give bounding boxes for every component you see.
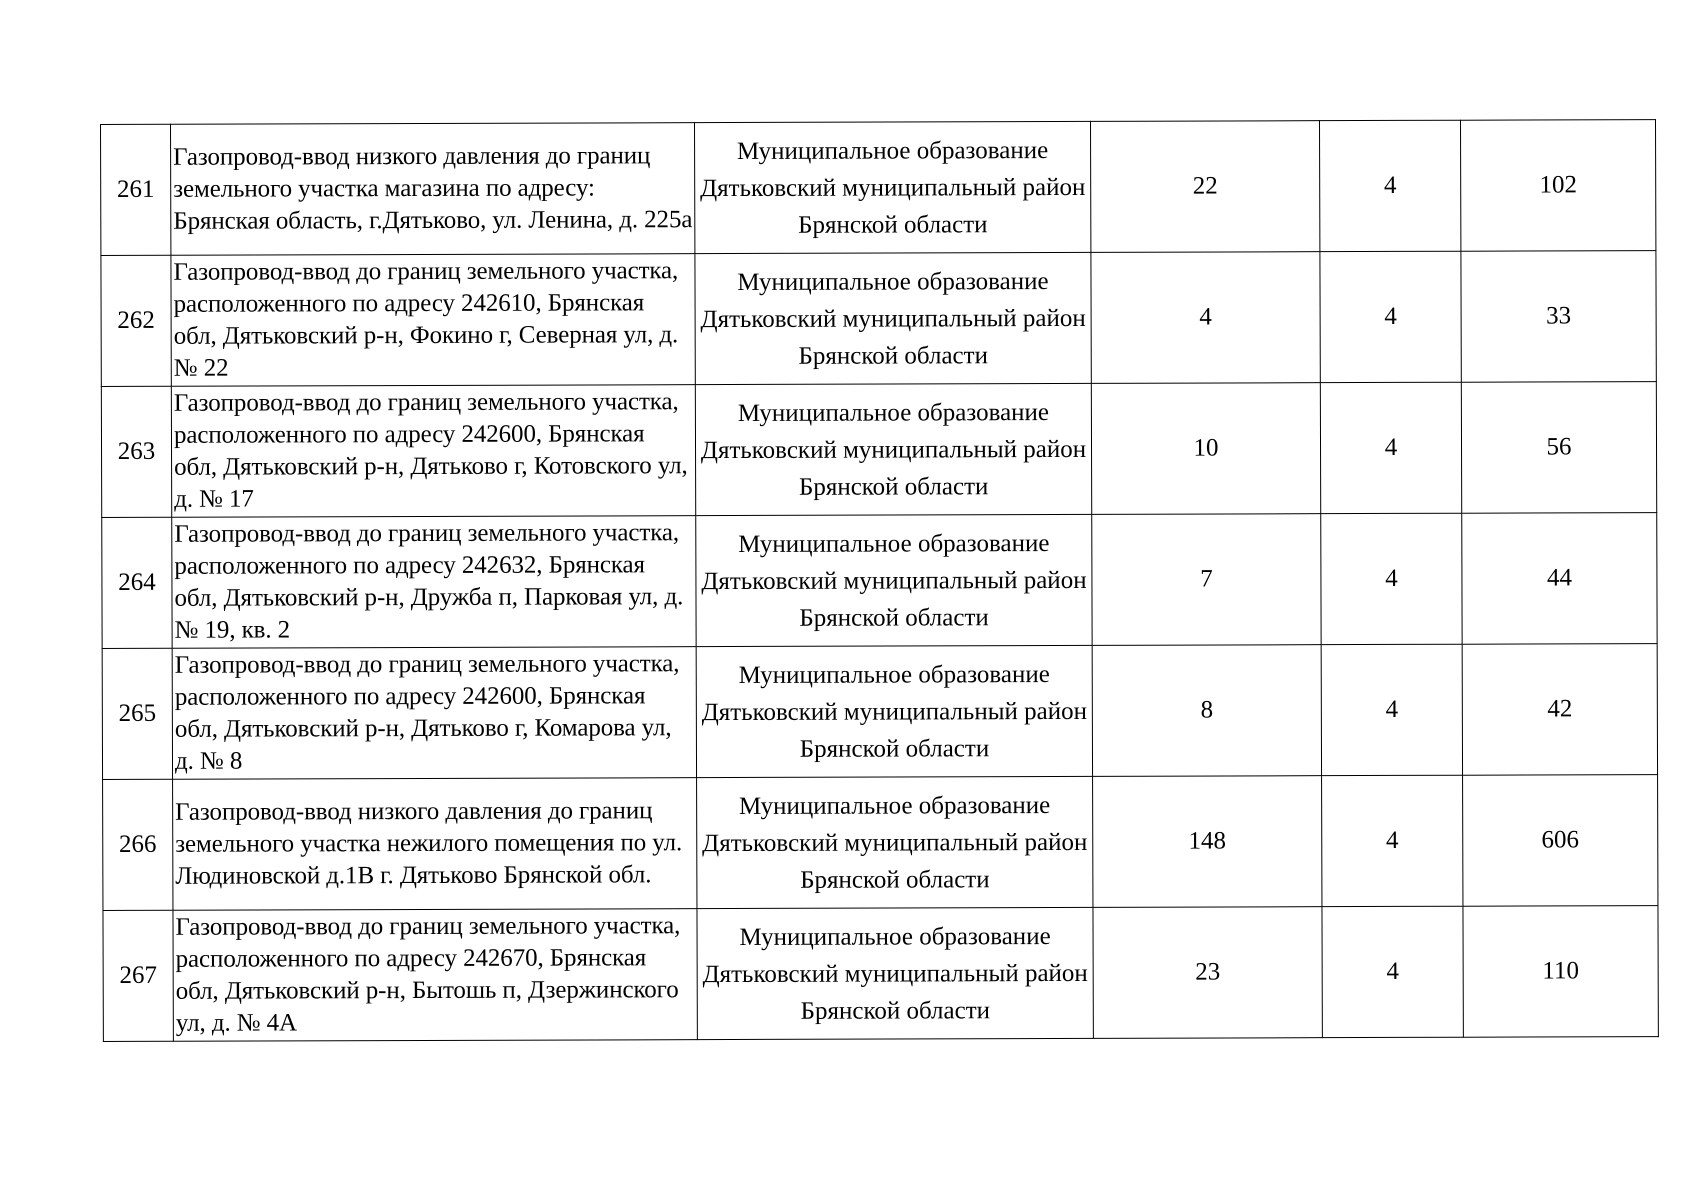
table-row [101,120,1656,256]
value-col-5: 4 [1321,644,1462,775]
row-number: 263 [101,386,171,517]
value-col-5: 4 [1322,906,1463,1037]
value-col-4: 148 [1093,776,1322,908]
row-number: 264 [102,517,172,648]
table-row [102,644,1657,780]
object-description: Газопровод-ввод низкого давления до границ земельного участка магазина по адресу: Брянская область, г.Дятьково, ул. Ленина, д. 225а [171,123,695,256]
object-description: Газопровод-ввод до границ земельного участка, расположенного по адресу 242610, Брянская обл, Дятьковский р-н, Фокино г, Северная ул, д. № 22 [171,254,695,387]
row-number: 265 [102,648,172,779]
value-col-6: 42 [1462,644,1657,776]
table-row [102,513,1657,649]
value-col-5: 4 [1321,513,1462,644]
value-col-6: 110 [1463,906,1658,1038]
object-description: Газопровод-ввод до границ земельного участка, расположенного по адресу 242632, Брянская обл, Дятьковский р-н, Дружба п, Парковая ул, д. № 19, кв. 2 [172,516,696,649]
property-register-table [100,119,1659,1042]
value-col-5: 4 [1320,251,1461,382]
object-description: Газопровод-ввод низкого давления до границ земельного участка нежилого помещения по ул. Людиновской д.1В г. Дятьково Брянской обл. [173,778,697,911]
value-col-5: 4 [1320,382,1461,513]
value-col-6: 56 [1461,382,1656,514]
owner-name: Муниципальное образование Дятьковский муниципальный район Брянской области [697,776,1093,908]
value-col-6: 33 [1461,251,1656,383]
value-col-4: 7 [1092,514,1321,646]
table-row [101,251,1656,387]
value-col-4: 23 [1093,907,1322,1039]
table-row [103,775,1658,911]
object-description: Газопровод-ввод до границ земельного участка, расположенного по адресу 242600, Брянская обл, Дятьковский р-н, Дятьково г, Котовского ул, д. № 17 [171,385,695,518]
owner-name: Муниципальное образование Дятьковский муниципальный район Брянской области [696,645,1092,777]
value-col-6: 606 [1463,775,1658,907]
owner-name: Муниципальное образование Дятьковский муниципальный район Брянской области [694,121,1090,253]
object-description: Газопровод-ввод до границ земельного участка, расположенного по адресу 242670, Брянская обл, Дятьковский р-н, Бытошь п, Дзержинского ул, д. № 4А [173,909,697,1042]
owner-name: Муниципальное образование Дятьковский муниципальный район Брянской области [695,252,1091,384]
object-description: Газопровод-ввод до границ земельного участка, расположенного по адресу 242600, Брянская обл, Дятьковский р-н, Дятьково г, Комарова ул, д. № 8 [172,647,696,780]
row-number: 262 [101,255,171,386]
value-col-4: 22 [1090,121,1319,253]
value-col-6: 102 [1460,120,1655,252]
value-col-4: 8 [1092,645,1321,777]
value-col-5: 4 [1322,775,1463,906]
table-row [101,382,1656,518]
owner-name: Муниципальное образование Дятьковский муниципальный район Брянской области [696,514,1092,646]
value-col-4: 4 [1091,252,1320,384]
row-number: 267 [103,910,173,1041]
value-col-6: 44 [1462,513,1657,645]
value-col-5: 4 [1319,120,1460,251]
table-row [103,906,1658,1042]
owner-name: Муниципальное образование Дятьковский муниципальный район Брянской области [697,907,1093,1039]
row-number: 261 [101,124,171,255]
row-number: 266 [103,779,173,910]
value-col-4: 10 [1091,383,1320,515]
owner-name: Муниципальное образование Дятьковский муниципальный район Брянской области [695,383,1091,515]
